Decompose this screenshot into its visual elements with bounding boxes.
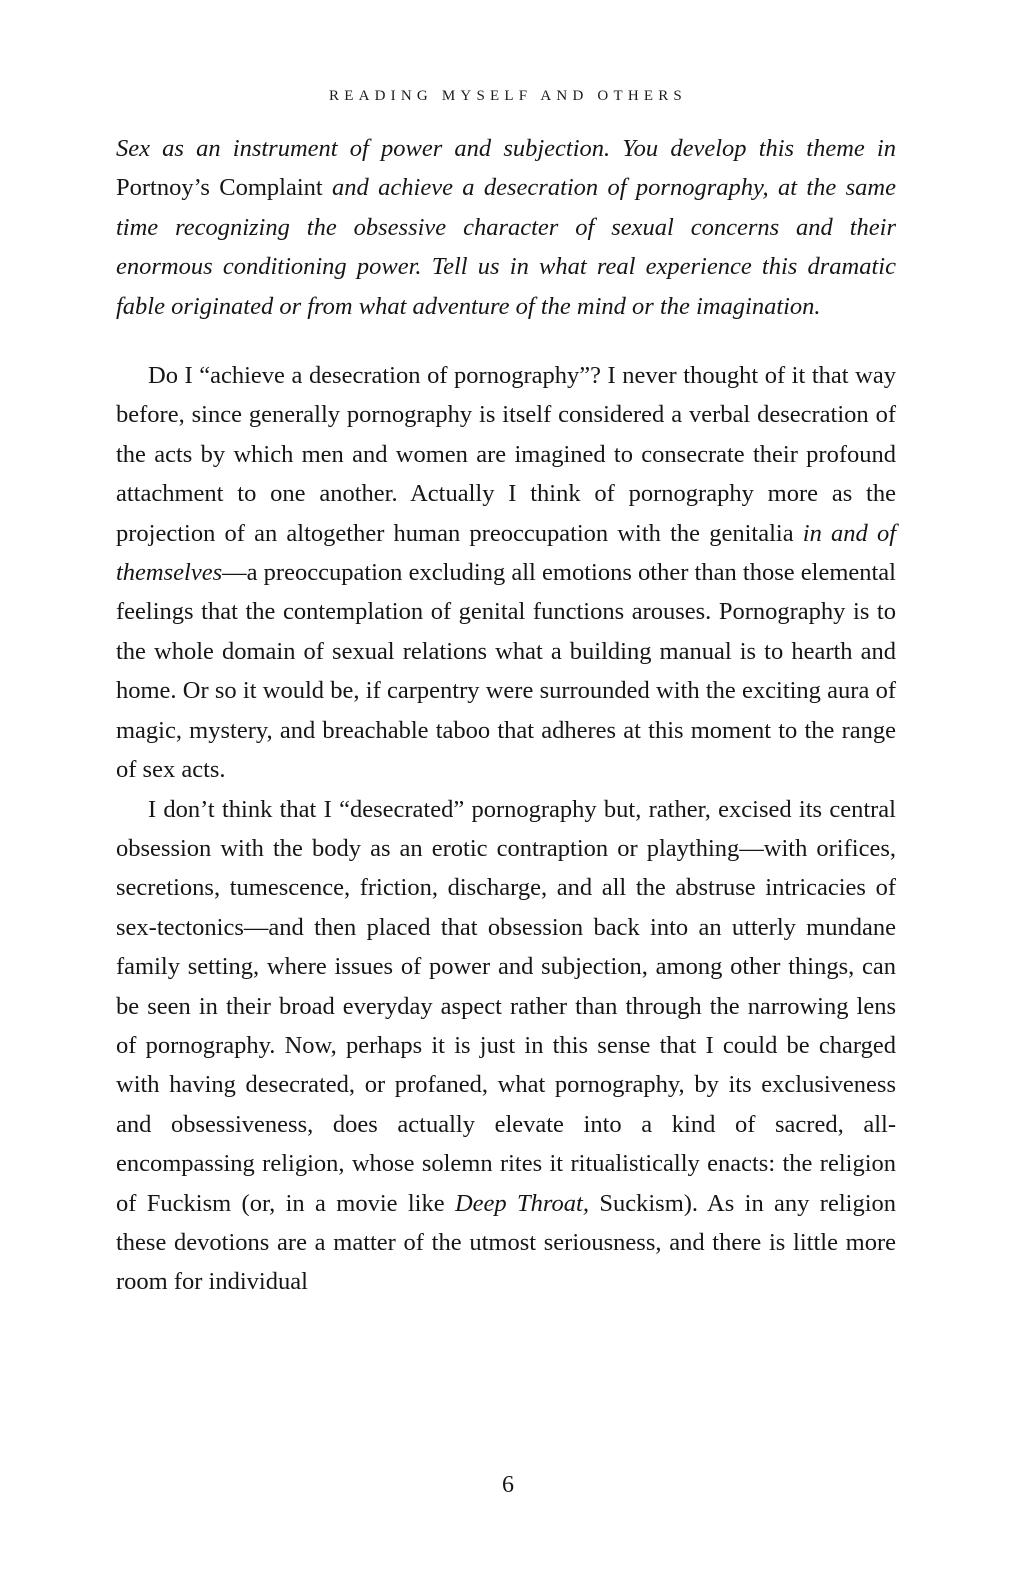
answer-p1-text-b: —a preoccupation excluding all emotions other than those elemental feelings that the contemplation of genital functions arouses. Pornography is to the whole domain of sexual relations what a building manual is to hearth and home. Or so it would be, if carpentry were surrounded with the exciting aura of magic, mystery, and breachable taboo that adheres at this moment to the range of sex acts. [116,559,896,784]
answer-paragraph-2 [116,790,896,1302]
movie-title: Deep Throat, [454,1189,589,1217]
page-number: 6 [502,1472,514,1498]
running-head: READING MYSELF AND OTHERS [329,88,687,104]
question-text-1: Sex as an instrument of power and subjection. You develop this theme in [116,135,896,162]
answer-p2-text-a: I don’t think that I “desecrated” pornography but, rather, excised its central obsession with the body as an erotic contraption or plaything—with orifices, secretions, tumescence, friction, discharge, and all the abstruse intricacies of sex-tectonics—and then placed that obsession back into an utterly mundane family setting, where issues of power and subjection, among other things, can be seen in their broad everyday aspect rather than through the narrowing lens of pornography. Now, perhaps it is just in this sense that I could be charged with having desecrated, or profaned, what pornography, by its exclusiveness and obsessiveness, does actually elevate into a kind of sacred, all-encompassing religion, whose solemn rites it ritualistically enacts: the religion of Fuckism (or, in a movie like [116,795,896,1217]
answer-paragraph-1 [116,356,896,789]
book-title: Portnoy’s Complaint [116,174,323,202]
answer-p1-text-a: Do I “achieve a desecration of pornography”? I never thought of it that way before, since generally pornography is itself considered a verbal desecration of the acts by which men and women are imagined to consecrate their profound attachment to one another. Actually I think of pornography more as the projection of an altogether human preoccupation with the genitalia [116,362,896,547]
page-body [116,129,896,1302]
answer-p1-italic: in and of themselves [116,519,896,587]
interview-question [116,129,896,326]
answer-p2-text-b: Suckism). As in any religion these devotions are a matter of the utmost seriousness, and there is little more room for individual [116,1189,896,1296]
question-text-2: and achieve a desecration of pornography, at the same time recognizing the obsessive character of sexual concerns and their enormous conditioning power. Tell us in what real experience this dramatic fable originated or from what adventure of the mind or the imagination. [116,174,896,320]
